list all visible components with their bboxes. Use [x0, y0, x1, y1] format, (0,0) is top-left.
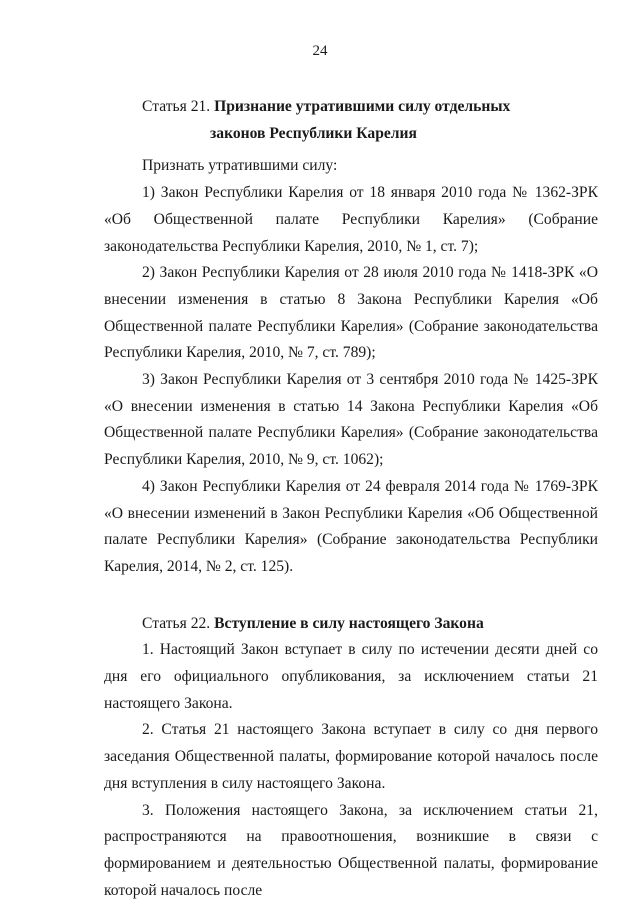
- article-21-item-3: 3) Закон Республики Карелия от 3 сентября 2010 года № 1425-ЗРК «О внесении изменения в статью 14 Закона Республики Карелия «Об Общественной палате Республики Карелия» (Собрание законодательства Республики Карелия, 2010, № 9, ст. 1062);: [104, 371, 598, 469]
- document-body: [104, 94, 598, 904]
- article-21-item-1: 1) Закон Республики Карелия от 18 января 2010 года № 1362-ЗРК «Об Общественной палате Республики Карелия» (Собрание законодательства Республики Карелия, 2010, № 1, ст. 7);: [104, 184, 598, 255]
- article-22-label: Статья 22.: [142, 614, 211, 632]
- article-22-heading: [104, 611, 598, 638]
- article-21-item-2: 2) Закон Республики Карелия от 28 июля 2010 года № 1418-ЗРК «О внесении изменения в статью 8 Закона Республики Карелия «Об Общественной палате Республики Карелия» (Собрание законодательства Республики Карелия, 2010, № 7, ст. 789);: [104, 264, 598, 362]
- article-22-item-3: 3. Положения настоящего Закона, за исключением статьи 21, распространяются на правоотношения, возникшие в связи с формированием и деятельностью Общественной палаты, формирование которой началось после: [104, 801, 598, 899]
- article-22-item-2: 2. Статья 21 настоящего Закона вступает в силу со дня первого заседания Общественной палаты, формирование которой началось после дня вступления в силу настоящего Закона.: [104, 721, 598, 792]
- article-22-title: Вступление в силу настоящего Закона: [214, 614, 484, 632]
- article-22-item-1: 1. Настоящий Закон вступает в силу по истечении десяти дней со дня его официального опубликования, за исключением статьи 21 настоящего Закона.: [104, 641, 598, 712]
- spacer: [104, 581, 598, 611]
- article-21-heading: [104, 94, 598, 121]
- article-21-label: Статья 21.: [142, 98, 211, 115]
- article-21-title-line1: Признание утратившими силу отдельных: [214, 98, 511, 115]
- article-21-title-line2: законов Республики Карелия: [210, 124, 417, 142]
- article-21-item-4: 4) Закон Республики Карелия от 24 февраля 2014 года № 1769-ЗРК «О внесении изменений в Закон Республики Карелия «Об Общественной палате Республики Карелия» (Собрание законодательства Республики Карелия, 2014, № 2, ст. 125).: [104, 477, 598, 575]
- page-number: 24: [312, 43, 328, 59]
- article-21-intro: Признать утратившими силу:: [142, 157, 338, 175]
